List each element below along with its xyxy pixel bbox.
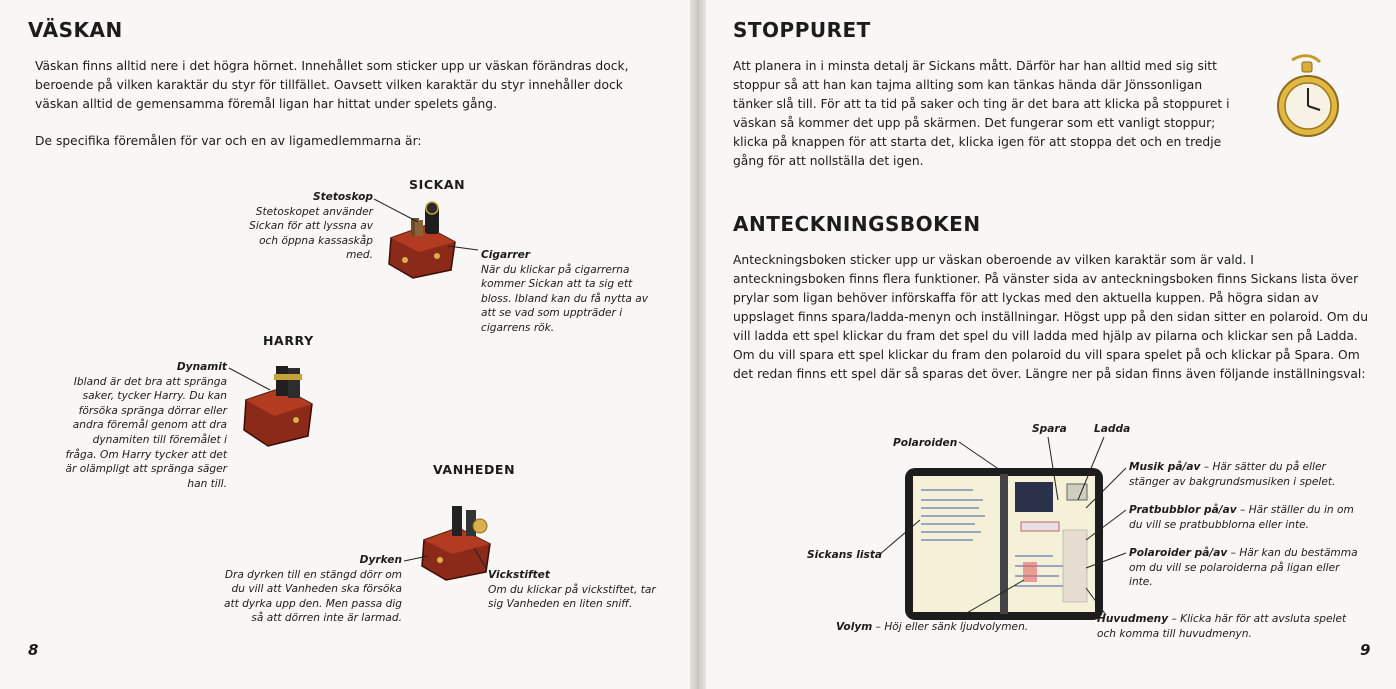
caption-dynamit-text: Ibland är det bra att spränga saker, tycker Harry. Du kan försöka spränga dörrar eller andra föremål genom att dra dynamiten till föremålet i fråga. Om Harry tycker att det är olämpligt att spränga säger han till. [65,375,227,490]
page-title-stoppuret: STOPPURET [733,18,871,42]
book-gutter [690,0,706,689]
caption-cigarrer-name: Cigarrer [481,249,530,261]
notebook-paragraph: Anteckningsboken sticker upp ur väskan oberoende av vilken karaktär som är vald. I anteckningsboken finns flera funktioner. På vänster sida av anteckningsboken finns Sickans lista över prylar som ligan behöver införskaffa för att lyckas med den aktuella kuppen. På högra sidan av uppslaget finns spara/ladda-menyn och inställningar. Högst upp på den sidan sitter en polaroid. Om du vill ladda ett spel klickar du fram det spel du vill ladda med hjälp av pilarna och klickar sen på Ladda. Om du vill spara ett spel klickar du fram den polaroid du vill spara spelet på och klickar på Spara. Om det redan finns ett spel där så sparas det över. Längre ner på sidan finns även följande inställningsval: [733,253,1369,381]
label-volym-text: – Höj eller sänk ljudvolymen. [872,621,1029,633]
label-polaroider-text: – Här kan du bestämma om du vill se polaroiderna på ligan eller inte. [1129,547,1358,589]
caption-stetoskop-name: Stetoskop [312,191,373,203]
left-page [0,0,690,689]
label-spara-text: Spara [1032,423,1067,435]
page-number-left: 8 [28,641,39,659]
label-polaroider-name: Polaroider på/av [1129,547,1228,559]
caption-dyrken-text: Dra dyrken till en stängd dörr om du vill att Vanheden ska försöka att dyrka upp den. Men passa dig så att dörren inte är larmad. [224,568,402,625]
heading-vanheden: VANHEDEN [433,462,516,477]
label-pratbubblor-name: Pratbubblor på/av [1129,504,1237,516]
label-sickans-lista-text: Sickans lista [807,549,883,561]
label-volym-name: Volym [836,621,873,633]
stopwatch-paragraph: Att planera in i minsta detalj är Sickans mått. Därför har han alltid med sig sitt stoppur så att han kan tajma allting som kan tänkas hända där Jönssonligan tänker slå till. För att ta tid på saker och ting är det bara att klicka på stoppuret i väskan så kommer det upp på skärmen. Det fungerar som ett vanligt stoppur; klicka på knappen för att starta det, klicka igen för att stoppa det och en tredje gång för att nollställa det igen. [733,59,1230,168]
caption-stetoskop-text: Stetoskopet använder Sickan för att lyssna av och öppna kassaskåp med. [249,205,373,262]
label-musik-text: – Här sätter du på eller stänger av bakgrundsmusiken i spelet. [1129,461,1336,488]
caption-vickstiftet-name: Vickstiftet [488,569,550,581]
right-pointer-lines [706,0,1396,689]
intro-paragraph: Väskan finns alltid nere i det högra hörnet. Innehållet som sticker upp ur väskan förändras dock, beroende på vilken karaktär du styr för tillfället. Oavsett vilken karaktär du styr innehåller dock väskan alltid de gemensamma föremål ligan har hittat under spelets gång. [35,59,629,111]
page-number-right: 9 [1360,641,1371,659]
left-pointer-lines [0,0,690,689]
caption-vickstiftet-text: Om du klickar på vickstiftet, tar sig Vanheden en liten sniff. [488,583,656,611]
right-page [706,0,1396,689]
label-musik-name: Musik på/av [1129,461,1201,473]
label-huvudmeny-text: – Klicka här för att avsluta spelet och komma till huvudmenyn. [1097,613,1347,640]
caption-cigarrer-text: När du klickar på cigarrerna kommer Sickan att ta sig ett bloss. Ibland kan du få nytta av att se vad som uppträder i cigarrens rök. [481,263,649,334]
label-pratbubblor-text: – Här ställer du in om du vill se pratbubblorna eller inte. [1129,504,1354,531]
page-title-vaskan: VÄSKAN [28,18,123,42]
page-title-anteckningsboken: ANTECKNINGSBOKEN [733,212,981,236]
heading-sickan: SICKAN [409,177,466,192]
subintro-paragraph: De specifika föremålen för var och en av ligamedlemmarna är: [35,134,422,148]
caption-dyrken-name: Dyrken [359,554,402,566]
label-polaroiden-text: Polaroiden [893,437,958,449]
caption-dynamit-name: Dynamit [176,361,227,373]
heading-harry: HARRY [263,333,314,348]
label-huvudmeny-name: Huvudmeny [1097,613,1169,625]
label-ladda-text: Ladda [1094,423,1131,435]
